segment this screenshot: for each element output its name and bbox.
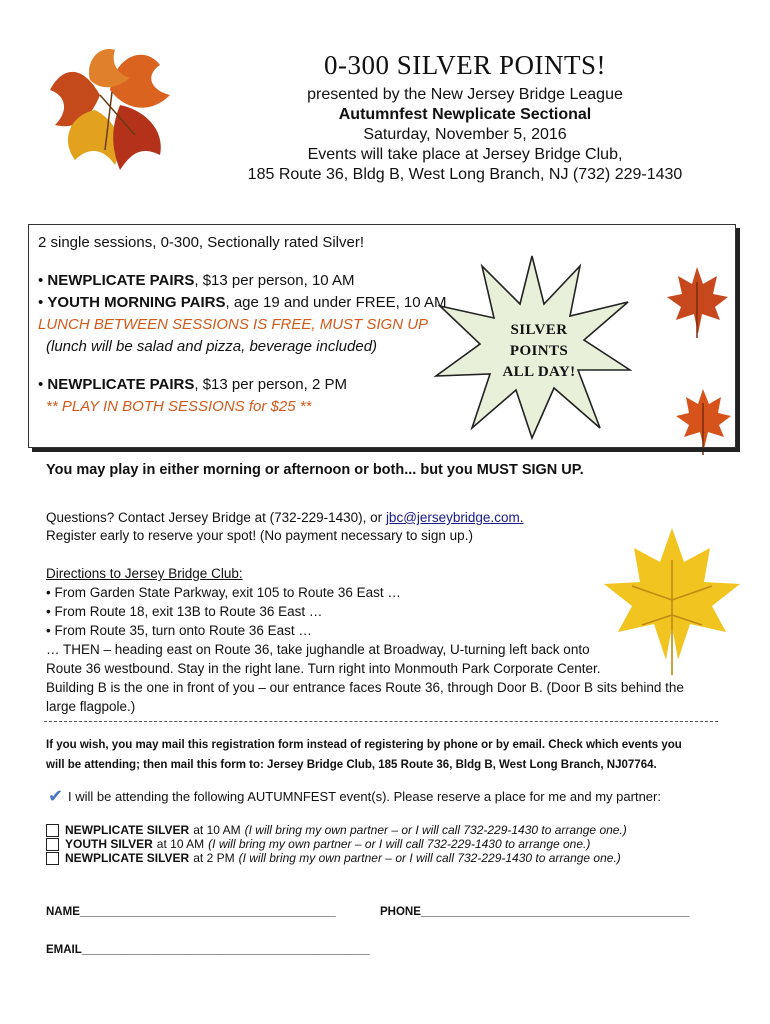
starburst-line: SILVER — [510, 322, 568, 338]
directions-heading: Directions to Jersey Bridge Club: — [46, 566, 243, 581]
session-name: NEWPLICATE PAIRS — [47, 272, 195, 289]
starburst-text — [470, 320, 608, 383]
starburst-line: POINTS — [509, 343, 569, 359]
directions-line: • From Route 35, turn onto Route 36 East … — [46, 623, 312, 638]
session-detail: , $13 per person, 2 PM — [194, 376, 347, 393]
mail-instructions: will be attending; then mail this form to: Jersey Bridge Club, 185 Route 36, Bldg B, West Long Branch, NJ07764. — [46, 759, 657, 771]
directions-line: • From Garden State Parkway, exit 105 to Route 36 East … — [46, 585, 401, 600]
event-address: 185 Route 36, Bldg B, West Long Branch, NJ (732) 229-1430 — [247, 166, 683, 183]
register-note: Register early to reserve your spot! (No payment necessary to sign up.) — [46, 528, 473, 543]
event-checkbox[interactable] — [46, 852, 59, 865]
option-time: at 10 AM — [156, 837, 205, 851]
option-note: (I will bring my own partner – or I will call 732-229-1430 to arrange one.) — [208, 837, 591, 851]
email-field[interactable] — [46, 942, 370, 958]
event-checkbox[interactable] — [46, 824, 59, 837]
checkmark-icon: ✔ — [48, 786, 64, 806]
lunch-notice: LUNCH BETWEEN SESSIONS IS FREE, MUST SIGN UP — [38, 316, 429, 333]
starburst-line: ALL DAY! — [502, 364, 576, 380]
contact-line — [46, 508, 523, 527]
mail-instructions: If you wish, you may mail this registration form instead of registering by phone or by email. Check which events you — [46, 739, 682, 751]
option-name: NEWPLICATE SILVER — [65, 851, 190, 865]
session-name: YOUTH MORNING PAIRS — [47, 294, 226, 311]
session-name: NEWPLICATE PAIRS — [47, 376, 195, 393]
contact-text: Questions? Contact Jersey Bridge at (732-229-1430), or — [46, 510, 386, 525]
event-option-newplicate-10am[interactable] — [46, 823, 627, 837]
autumn-leaves-cluster-icon — [40, 40, 190, 175]
event-option-youth-10am[interactable] — [46, 837, 590, 851]
directions-line: large flagpole.) — [46, 699, 136, 714]
event-name: Autumnfest Newplicate Sectional — [338, 106, 592, 123]
play-both-offer: ** PLAY IN BOTH SESSIONS for $25 ** — [46, 398, 312, 415]
email-link[interactable]: jbc@jerseybridge.com. — [385, 510, 524, 525]
event-venue: Events will take place at Jersey Bridge Club, — [307, 146, 623, 163]
name-label: NAME — [46, 906, 80, 918]
option-name: NEWPLICATE SILVER — [65, 823, 190, 837]
session-detail: , age 19 and under FREE, 10 AM — [225, 294, 447, 311]
session-newplicate-afternoon: • NEWPLICATE PAIRS, $13 per person, 2 PM — [38, 376, 347, 393]
name-blank[interactable]: ________________________________________ — [79, 906, 336, 918]
event-option-newplicate-2pm[interactable] — [46, 851, 621, 865]
lunch-note: (lunch will be salad and pizza, beverage included) — [46, 338, 378, 355]
phone-label: PHONE — [380, 906, 421, 918]
email-blank[interactable]: _____________________________________________ — [81, 944, 370, 956]
presented-by: presented by the New Jersey Bridge League — [307, 86, 623, 103]
signup-notice: You may play in either morning or afternoon or both... but you MUST SIGN UP. — [46, 462, 584, 478]
option-note: (I will bring my own partner – or I will call 732-229-1430 to arrange one.) — [244, 823, 627, 837]
yellow-maple-leaf-icon — [592, 520, 752, 680]
session-youth-morning: • YOUTH MORNING PAIRS, age 19 and under FREE, 10 AM — [38, 294, 447, 311]
option-time: at 10 AM — [193, 823, 241, 837]
option-name: YOUTH SILVER — [65, 837, 153, 851]
name-field[interactable] — [46, 904, 336, 920]
directions-line: Building B is the one in front of you – our entrance faces Route 36, through Door B. (Door B sits behind the — [46, 680, 684, 695]
option-note: (I will bring my own partner – or I will call 732-229-1430 to arrange one.) — [238, 851, 621, 865]
phone-blank[interactable]: __________________________________________ — [420, 906, 690, 918]
directions-line: … THEN – heading east on Route 36, take jughandle at Broadway, U-turning left back onto — [46, 642, 590, 657]
directions-line: Route 36 westbound. Stay in the right lane. Turn right into Monmouth Park Corporate Center. — [46, 661, 601, 676]
session-detail: , $13 per person, 10 AM — [194, 272, 355, 289]
email-label: EMAIL — [46, 944, 82, 956]
attending-statement: I will be attending the following AUTUMNFEST event(s). Please reserve a place for me and my partner: — [68, 789, 661, 804]
cut-line-divider — [44, 721, 718, 722]
page-title: 0-300 SILVER POINTS! — [323, 50, 607, 80]
sessions-summary: 2 single sessions, 0-300, Sectionally rated Silver! — [38, 234, 365, 251]
event-checkbox[interactable] — [46, 838, 59, 851]
phone-field[interactable] — [380, 904, 690, 920]
directions-line: • From Route 18, exit 13B to Route 36 East … — [46, 604, 323, 619]
session-newplicate-morning: • NEWPLICATE PAIRS, $13 per person, 10 AM — [38, 272, 355, 289]
event-date: Saturday, November 5, 2016 — [363, 126, 567, 143]
option-time: at 2 PM — [193, 851, 235, 865]
